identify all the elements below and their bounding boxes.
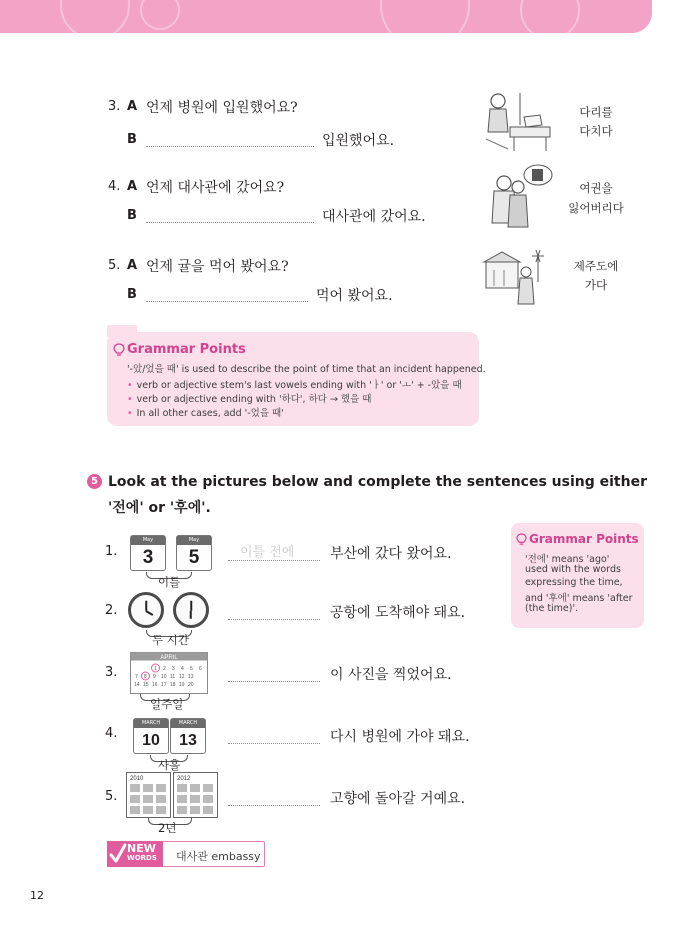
answer-blank[interactable] bbox=[146, 146, 314, 147]
new-word-entry: 대사관 embassy bbox=[176, 850, 261, 863]
question-text: 언제 귤을 먹어 봤어요? bbox=[146, 259, 289, 275]
sentence-text: 고향에 돌아갈 거예요. bbox=[330, 791, 466, 807]
svg-text:19: 19 bbox=[179, 682, 185, 688]
answer-blank[interactable] bbox=[228, 681, 320, 682]
speaker-b-label: B bbox=[127, 287, 137, 302]
yearly-calendars-icon bbox=[126, 772, 218, 818]
grammar-line: '-았/었을 때' is used to describe the point of time that an incident happened. bbox=[127, 364, 486, 375]
exercise-number: 4. bbox=[105, 726, 118, 741]
section-number-badge: 5 bbox=[87, 474, 102, 489]
sentence-text: 부산에 갔다 왔어요. bbox=[330, 546, 452, 562]
sentence-text: 이 사진을 찍었어요. bbox=[330, 667, 452, 683]
calendar-month: MARCH bbox=[171, 719, 205, 728]
illustration-caption: 여권을 bbox=[579, 181, 613, 195]
calendar-day: 3 bbox=[142, 547, 154, 568]
calendar-day: 5 bbox=[188, 547, 200, 568]
svg-text:12: 12 bbox=[179, 674, 185, 680]
svg-text:1: 1 bbox=[154, 666, 157, 672]
section-title: Look at the pictures below and complete the sentences using either bbox=[108, 474, 647, 490]
svg-text:3: 3 bbox=[172, 666, 175, 672]
illustration-caption: 제주도에 bbox=[573, 259, 619, 273]
interval-label: 일주일 bbox=[150, 697, 184, 711]
answer-blank[interactable] bbox=[228, 805, 320, 806]
illustration-caption: 다치다 bbox=[579, 124, 613, 138]
lightbulb-icon bbox=[516, 533, 527, 546]
svg-text:8: 8 bbox=[144, 674, 147, 680]
svg-text:14: 14 bbox=[134, 682, 140, 688]
grammar-bullet-line: • verb or adjective ending with '하다', 하다 → 했을 때 bbox=[127, 394, 372, 405]
exercise-number: 3. bbox=[108, 99, 121, 114]
illustration-caption: 다리를 bbox=[579, 105, 613, 119]
grammar-line: (the time)'. bbox=[525, 603, 579, 614]
exercise-number: 4. bbox=[108, 179, 121, 194]
speaker-b-label: B bbox=[127, 132, 137, 147]
interval-label: 사흘 bbox=[158, 758, 181, 772]
answer-blank[interactable] bbox=[146, 301, 308, 302]
new-words-badge-line2: WORDS bbox=[127, 854, 157, 862]
answer-suffix: 입원했어요. bbox=[322, 133, 395, 149]
calendar-icon bbox=[133, 718, 169, 754]
sentence-text: 공항에 도착해야 돼요. bbox=[330, 605, 466, 621]
calendar-day: 10 bbox=[142, 732, 160, 749]
speaker-a-label: A bbox=[127, 99, 138, 114]
answer-blank[interactable] bbox=[228, 619, 320, 620]
interval-label: 이틀 bbox=[158, 575, 181, 589]
grammar-line: '전에' means 'ago' bbox=[525, 554, 610, 565]
svg-text:9: 9 bbox=[153, 674, 156, 680]
page-number: 12 bbox=[30, 889, 44, 902]
interval-label: 두 시간 bbox=[152, 633, 189, 647]
svg-text:4: 4 bbox=[181, 666, 184, 672]
checkmark-icon bbox=[109, 842, 127, 866]
svg-text:16: 16 bbox=[152, 682, 158, 688]
new-words-badge-line1: NEW bbox=[127, 842, 156, 855]
jeju-island-illustration bbox=[480, 242, 556, 312]
grammar-line: expressing the time, bbox=[525, 577, 623, 588]
exercise-number: 2. bbox=[105, 603, 118, 618]
calendar-day: 13 bbox=[179, 732, 197, 749]
calendar-month: May bbox=[177, 536, 211, 545]
exercise-number: 5. bbox=[105, 789, 118, 804]
svg-text:13: 13 bbox=[188, 674, 194, 680]
lightbulb-icon bbox=[113, 343, 125, 357]
grammar-points-title: Grammar Points bbox=[127, 342, 246, 357]
answer-suffix: 먹어 봤어요. bbox=[316, 288, 393, 304]
speaker-a-label: A bbox=[127, 179, 138, 194]
calendar-month: MARCH bbox=[134, 719, 168, 728]
grammar-line: used with the words bbox=[525, 564, 621, 575]
illustration-caption: 가다 bbox=[584, 278, 608, 292]
calendar-icon bbox=[170, 718, 206, 754]
illustration-caption: 잃어버리다 bbox=[568, 201, 624, 215]
calendar-icon bbox=[130, 535, 166, 571]
hospital-illustration bbox=[480, 87, 556, 157]
question-text: 언제 대사관에 갔어요? bbox=[146, 180, 285, 196]
sentence-text: 다시 병원에 가야 돼요. bbox=[330, 729, 470, 745]
exercise-number: 3. bbox=[105, 665, 118, 680]
svg-text:17: 17 bbox=[161, 682, 167, 688]
interval-label: 2년 bbox=[158, 821, 177, 835]
grammar-bullet-line: • verb or adjective stem's last vowels ending with 'ㅏ' or 'ㅗ' + -았을 때 bbox=[127, 380, 462, 391]
svg-text:2: 2 bbox=[163, 666, 166, 672]
exercise-number: 5. bbox=[108, 258, 121, 273]
monthly-calendar-icon bbox=[130, 652, 208, 694]
svg-text:11: 11 bbox=[170, 674, 176, 680]
clock-icon bbox=[128, 592, 164, 628]
calendar-year: 2010 bbox=[130, 776, 144, 782]
question-text: 언제 병원에 입원했어요? bbox=[146, 100, 298, 116]
grammar-line: and '후에' means 'after bbox=[525, 593, 633, 604]
section-title-line2: '전에' or '후에'. bbox=[108, 500, 211, 516]
answer-blank[interactable] bbox=[228, 743, 320, 744]
svg-text:7: 7 bbox=[135, 674, 138, 680]
calendar-icon bbox=[176, 535, 212, 571]
calendar-month: May bbox=[131, 536, 165, 545]
grammar-bullet-line: • In all other cases, add '-었을 때' bbox=[127, 408, 284, 419]
svg-text:15: 15 bbox=[143, 682, 149, 688]
speaker-a-label: A bbox=[127, 258, 138, 273]
answer-blank[interactable] bbox=[228, 560, 320, 561]
svg-text:10: 10 bbox=[161, 674, 167, 680]
answer-blank[interactable] bbox=[146, 222, 314, 223]
calendar-month: APRIL bbox=[160, 655, 178, 661]
svg-text:5: 5 bbox=[190, 666, 193, 672]
calendar-year: 2012 bbox=[177, 776, 191, 782]
sample-answer: 이틀 전에 bbox=[240, 545, 295, 560]
answer-suffix: 대사관에 갔어요. bbox=[322, 209, 426, 225]
svg-text:20: 20 bbox=[188, 682, 194, 688]
svg-text:6: 6 bbox=[199, 666, 202, 672]
lost-passport-illustration bbox=[480, 163, 556, 237]
header-band bbox=[0, 0, 652, 33]
exercise-number: 1. bbox=[105, 544, 118, 559]
clock-icon bbox=[173, 592, 209, 628]
speaker-b-label: B bbox=[127, 208, 137, 223]
grammar-points-title: Grammar Points bbox=[529, 532, 639, 546]
svg-text:18: 18 bbox=[170, 682, 176, 688]
